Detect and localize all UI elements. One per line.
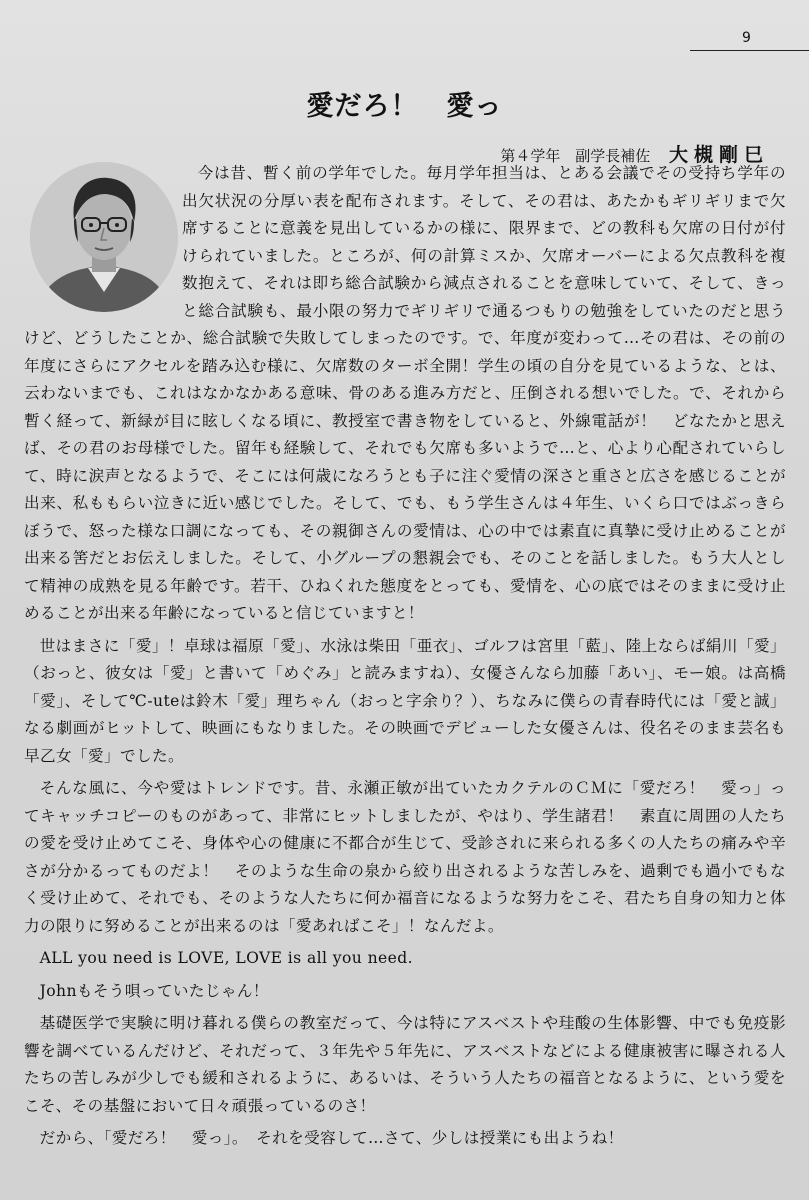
author-name: 大槻剛巳: [668, 144, 769, 166]
paragraph-1: 今は昔、暫く前の学年でした。毎月学年担当は、とある会議でその受持ち学年の出欠状況の分厚い表を配布されます。そして、その君は、あたかもギリギリまで欠席することに意義を見出しているかの様に、限界まで、どの教科も欠席の日付が付けられていました。ところが、何の計算ミスか、欠席オーバーによる欠点教科を複数抱えて、それは即ち総合試験から減点されることを意味していて、そして、きっと総合試験も、最小限の努力でギリギリで通るつもりの勉強をしていたのだと思うけど、どうしたことか、総合試験で失敗してしまったのです。で、年度が変わって…その君は、その前の年度にさらにアクセルを踏み込む様に、欠席数のターボ全開！学生の頃の自分を見ているような、とは、云わないまでも、これはなかなかある意味、骨のある進み方だと、圧倒される想いでした。で、それから暫く経って、新緑が目に眩しくなる頃に、教授室で書き物をしていると、外線電話が！ どなたかと思えば、その君のお母様でした。留年も経験して、それでも欠席も多いようで…と、心より心配されていらして、時に涙声となるようで、そこには何歳になろうとも子に注ぐ愛情の深さと重さと広さを感じることが出来、私ももらい泣きに近い感じでした。そして、でも、もう学生さんは４年生、いくら口ではぶっきらぼうで、怒った様な口調になっても、その親御さんの愛情は、心の中では素直に真摯に受け止めることが出来る筈だとお伝えしました。そして、小グループの懇親会でも、そのことを話しました。もう大人として精神の成熟を見る年齢です。若干、ひねくれた態度をとっても、愛情を、心の底ではそのままに受け止めることが出来る年齢になっていると信じていますと！: [24, 164, 786, 622]
paragraph-3: そんな風に、今や愛はトレンドです。昔、永瀬正敏が出ていたカクテルのＣＭに「愛だろ！ 愛っ」ってキャッチコピーのものがあって、非常にヒットしましたが、やはり、学生諸君！ 素直に周囲の人たちの愛を受け止めてこそ、身体や心の健康に不都合が生じて、受診されに来られる多くの人たちの痛みや辛さが分かるってものだよ！ そのような生命の泉から絞り出されるような苦しみを、過剰でも過小でもなく受け止めて、それでも、そのような人たちに何か福音になるような努力をこそ、君たち自身の知力と体力の限りに努めることが出来るのは「愛あればこそ」！なんだよ。: [24, 779, 786, 935]
article-body: [24, 160, 786, 1158]
paragraph-7: だから、「愛だろ！ 愛っ」。 それを受容して…さて、少しは授業にも出ようね！: [39, 1129, 624, 1147]
paragraph-4: ALL you need is LOVE, LOVE is all you need.: [39, 949, 414, 967]
paragraph-6: 基礎医学で実験に明け暮れる僕らの教室だって、今は特にアスベストや珪酸の生体影響、中でも免疫影響を調べているんだけど、それだって、３年先や５年先に、アスベストなどによる健康被害に曝される人たちの苦しみが少しでも緩和されるように、あるいは、そういう人たちの福音となるように、という愛をこそ、その基盤において日々頑張っているのさ！: [24, 1014, 786, 1115]
article-title: 愛だろ！ 愛っ: [306, 91, 503, 122]
paragraph-2: 世はまさに「愛」！卓球は福原「愛」、水泳は柴田「亜衣」、ゴルフは宮里「藍」、陸上ならば絹川「愛」（おっと、彼女は「愛」と書いて「めぐみ」と読みますね）、女優さんなら加藤「あい」、モー娘。は高橋「愛」、そして℃-uteは鈴木「愛」理ちゃん（おっと字余り？）、ちなみに僕らの青春時代には「愛と誠」なる劇画がヒットして、映画にもなりました。その映画でデビューした女優さんは、役名そのまま芸名も早乙女「愛」でした。: [24, 636, 786, 765]
page-number: 9: [742, 30, 751, 46]
author-role: 副学長補佐: [575, 147, 651, 165]
page-number-rule: [690, 50, 809, 51]
photo-float-spacer: [24, 160, 182, 320]
author-grade: 第４学年: [500, 147, 561, 165]
paragraph-5: Johnもそう唄っていたじゃん！: [39, 981, 269, 1000]
